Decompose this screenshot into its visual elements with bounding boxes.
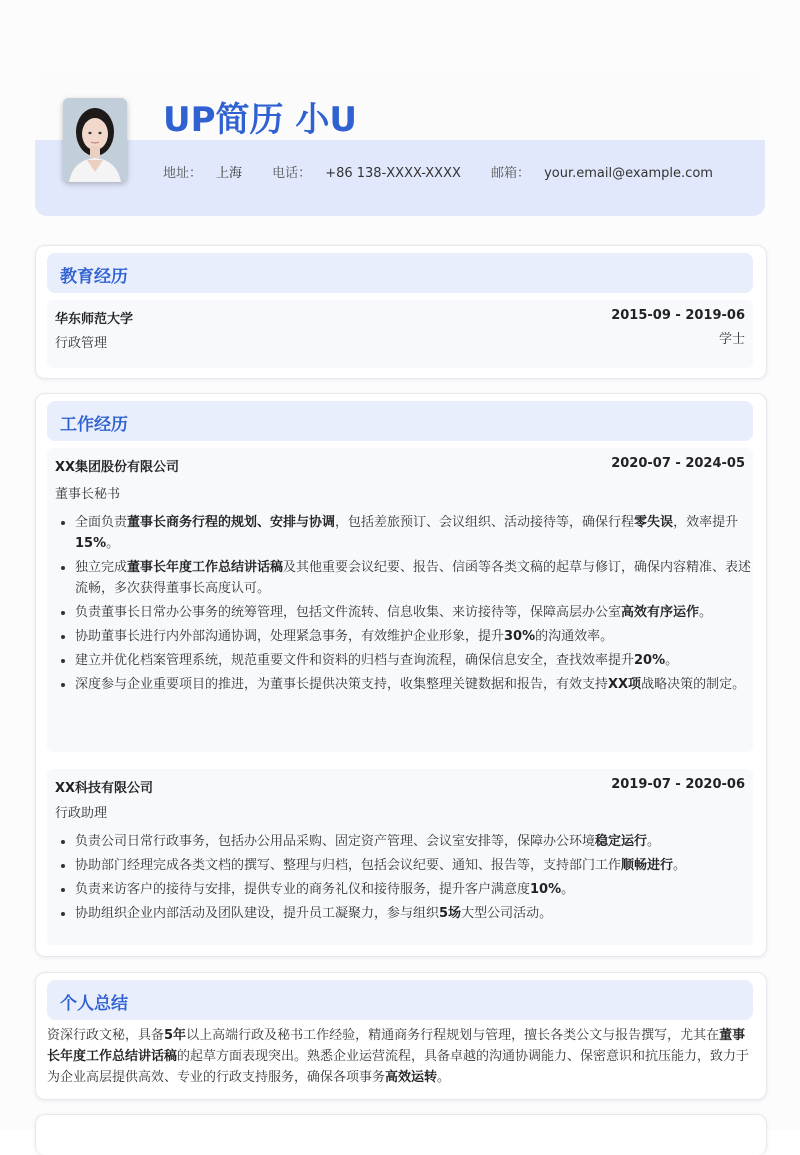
bullet-item — [75, 557, 761, 599]
highlight-text: 高效运转 — [385, 1070, 438, 1085]
text-segment: 全面负责 — [75, 515, 128, 530]
bullet-item — [75, 626, 761, 647]
bullet-item — [75, 674, 761, 695]
address-value: 上海 — [216, 166, 243, 181]
text-segment: 深度参与企业重要项目的推进，为董事长提供决策支持，收集整理关键数据和报告，有效支持 — [75, 677, 609, 692]
education-title-bar — [47, 253, 753, 293]
highlight-text: 董事长年度工作总结讲话稿 — [127, 560, 284, 575]
text-segment: 负责董事长日常办公事务的统筹管理，包括文件流转、信息收集、来访接待等，保障高层办公室 — [75, 605, 622, 620]
candidate-name: UP简历 小U — [163, 100, 357, 140]
phone-label: 电话： — [272, 166, 312, 181]
text-segment: 。 — [699, 605, 713, 620]
phone-value: +86 138-XXXX-XXXX — [325, 166, 461, 181]
highlight-text: 高效有序运作 — [621, 605, 700, 620]
bullet-item — [75, 602, 761, 623]
bullet-item — [75, 903, 761, 924]
email-label: 邮箱： — [491, 166, 531, 181]
email-field — [491, 162, 713, 181]
phone-field — [272, 162, 461, 181]
highlight-text: 15% — [75, 536, 107, 551]
text-segment: 的起草方面表现突出。熟悉企业运营流程，具备卓越的沟通协调能力、保密意识和抗压能力，致力于为企业高层提供高效、专业的行政支持服务，确保各项事务 — [47, 1049, 750, 1085]
education-entry — [47, 300, 753, 368]
bullet-item — [75, 831, 761, 852]
text-segment: 协助部门经理完成各类文档的撰写、整理与归档，包括会议纪要、通知、报告等，支持部门工作 — [75, 858, 622, 873]
highlight-text: 10% — [530, 882, 562, 897]
bullet-item — [75, 650, 761, 671]
text-segment: 资深行政文秘，具备 — [47, 1028, 165, 1043]
address-label: 地址： — [163, 166, 203, 181]
work-title: 工作经历 — [60, 415, 128, 435]
text-segment: 。 — [561, 882, 575, 897]
text-segment: 。 — [437, 1070, 451, 1085]
highlight-text: 董事长年度工作总结讲话稿 — [47, 1028, 746, 1064]
school-name: 华东师范大学 — [55, 312, 134, 327]
job-entry-2 — [47, 769, 753, 945]
text-segment: 负责来访客户的接待与安排，提供专业的商务礼仪和接待服务，提升客户满意度 — [75, 882, 531, 897]
text-segment: 战略决策的制定。 — [641, 677, 746, 692]
summary-title-bar — [47, 980, 753, 1020]
education-dates: 2015-09 - 2019-06 — [611, 308, 745, 323]
text-segment: 独立完成 — [75, 560, 128, 575]
email-value: your.email@example.com — [544, 166, 713, 181]
highlight-text: 稳定运行 — [595, 834, 648, 849]
text-segment: 负责公司日常行政事务，包括办公用品采购、固定资产管理、会议室安排等，保障办公环境 — [75, 834, 596, 849]
education-section — [35, 245, 767, 379]
address-field — [163, 162, 242, 181]
work-title-bar — [47, 401, 753, 441]
text-segment: 大型公司活动。 — [461, 906, 553, 921]
header-top — [35, 70, 765, 140]
job-dates: 2020-07 - 2024-05 — [611, 456, 745, 471]
highlight-text: 董事长商务行程的规划、安排与协调 — [127, 515, 336, 530]
job-entry-1 — [47, 448, 753, 752]
highlight-text: 顺畅进行 — [621, 858, 674, 873]
job-bullets — [55, 831, 761, 927]
profile-photo — [63, 98, 127, 182]
bullet-item — [75, 855, 761, 876]
highlight-text: 30% — [504, 629, 536, 644]
next-section-edge — [35, 1114, 767, 1155]
job-role: 董事长秘书 — [55, 487, 121, 502]
resume-header — [35, 70, 765, 216]
text-segment: 以上高端行政及秘书工作经验，精通商务行程规划与管理，擅长各类公文与报告撰写，尤其在 — [186, 1028, 720, 1043]
highlight-text: 5场 — [439, 906, 462, 921]
work-section — [35, 393, 767, 957]
text-segment: 的沟通效率。 — [535, 629, 614, 644]
summary-title: 个人总结 — [60, 994, 128, 1014]
text-segment: 。 — [665, 653, 679, 668]
summary-section — [35, 972, 767, 1100]
degree: 学士 — [718, 332, 745, 347]
major: 行政管理 — [55, 336, 108, 351]
text-segment: ，效率提升 — [673, 515, 739, 530]
job-bullets — [55, 512, 761, 698]
summary-text — [47, 1025, 755, 1088]
text-segment: 。 — [673, 858, 687, 873]
company-name: XX科技有限公司 — [55, 781, 154, 796]
bullet-item — [75, 879, 761, 900]
education-title: 教育经历 — [60, 267, 128, 287]
highlight-text: XX项 — [608, 677, 642, 692]
text-segment: 协助董事长进行内外部沟通协调，处理紧急事务，有效维护企业形象，提升 — [75, 629, 505, 644]
text-segment: 建立并优化档案管理系统，规范重要文件和资料的归档与查询流程，确保信息安全，查找效率提升 — [75, 653, 635, 668]
highlight-text: 零失误 — [634, 515, 674, 530]
job-dates: 2019-07 - 2020-06 — [611, 777, 745, 792]
job-role: 行政助理 — [55, 806, 108, 821]
text-segment: 协助组织企业内部活动及团队建设，提升员工凝聚力，参与组织 — [75, 906, 440, 921]
text-segment: 及其他重要会议纪要、报告、信函等各类文稿的起草与修订，确保内容精准、表述流畅，多次获得董事长高度认可。 — [75, 560, 752, 596]
bullet-item — [75, 512, 761, 554]
company-name: XX集团股份有限公司 — [55, 460, 180, 475]
text-segment: 。 — [647, 834, 661, 849]
portrait-image — [63, 98, 127, 182]
text-segment: ，包括差旅预订、会议组织、活动接待等，确保行程 — [335, 515, 635, 530]
highlight-text: 5年 — [164, 1028, 187, 1043]
contact-line — [163, 162, 739, 181]
text-segment: 。 — [106, 536, 120, 551]
highlight-text: 20% — [634, 653, 666, 668]
